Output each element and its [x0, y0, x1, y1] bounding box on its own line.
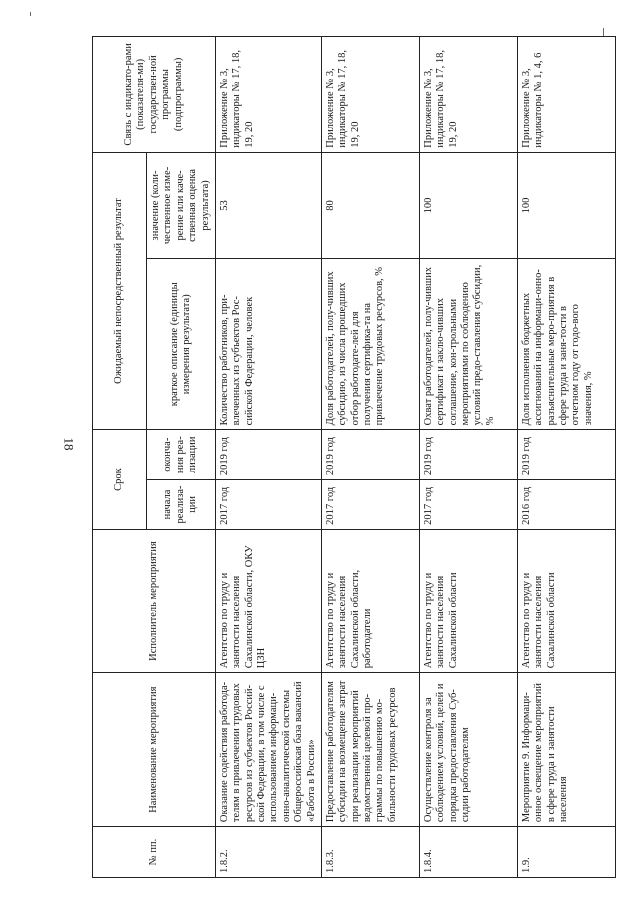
row-start: 2016 год	[517, 480, 615, 530]
row-name: Предоставление работодателям субсидии на возмещение затрат при реализации мероприятий ведомственной целевой про-граммы по повышению мо-бильности трудовых ресурсов	[321, 673, 419, 827]
row-value: 100	[517, 152, 615, 258]
row-executor: Агентство по труду и занятости населения Сахалинской области	[517, 529, 615, 672]
row-desc: Количество работников, при-влеченных из субъектов Рос-сийской Федерации, человек	[215, 259, 321, 430]
header-name: Наименование мероприятия	[93, 673, 216, 827]
row-value: 80	[321, 152, 419, 258]
row-num: 1.8.4.	[419, 827, 517, 878]
row-link: Приложение № 3, индикаторы № 17, 18, 19, 20	[419, 37, 517, 153]
row-num: 1.8.2.	[215, 827, 321, 878]
row-end: 2019 год	[419, 430, 517, 480]
page-number: 18	[61, 437, 77, 451]
scan-mark	[30, 12, 31, 16]
measures-table-wrapper	[92, 36, 605, 878]
row-executor: Агентство по труду и занятости населения Сахалинской области	[419, 529, 517, 672]
header-period: Срок	[93, 430, 147, 529]
header-period-end: оконча-ния реа-лизации	[147, 430, 216, 480]
scan-mark	[603, 28, 604, 36]
row-value: 100	[419, 152, 517, 258]
table-row	[419, 37, 517, 878]
row-desc: Охват работодателей, полу-чивших сертификат и заклю-чивших соглашение, кон-трольными мероприятиями по соблюдению условий предо-ставления субсидии, %	[419, 259, 517, 430]
table-row	[517, 37, 615, 878]
row-end: 2019 год	[215, 430, 321, 480]
header-result-value: значение (коли-чественное изме-рение или каче-ственная оценка результата)	[147, 152, 216, 258]
row-link: Приложение № 3, индикаторы № 17, 18, 19, 20	[321, 37, 419, 153]
header-result: Ожидаемый непосредственный результат	[93, 152, 147, 430]
row-start: 2017 год	[419, 480, 517, 530]
header-num: № пп.	[93, 827, 216, 878]
table-row	[321, 37, 419, 878]
row-desc: Доля исполнения бюджетных ассигнований на информаци-онно-разъяснительные меро-приятия в сфере труда и заня-тости в отчетном году от годо-вого значения, %	[517, 259, 615, 430]
row-num: 1.8.3.	[321, 827, 419, 878]
row-link: Приложение № 3, индикаторы № 17, 18, 19, 20	[215, 37, 321, 153]
header-executor: Исполнитель мероприятия	[93, 529, 216, 672]
row-num: 1.9.	[517, 827, 615, 878]
header-link: Связь с индикато-рами (показателя-ми) государствен-ной программы (подпрограммы)	[93, 37, 216, 153]
row-name: Осуществление контроля за соблюдением условий, целей и порядка предоставления Суб-сидии работодателям	[419, 673, 517, 827]
row-end: 2019 год	[517, 430, 615, 480]
row-desc: Доля работодателей, полу-чивших субсидию, из числа прошедших отбор работодате-лей для получения сертифика-та на привлечение трудовых ресурсов, %	[321, 259, 419, 430]
row-executor: Агентство по труду и занятости населения Сахалинской области, работодатели	[321, 529, 419, 672]
header-period-start: начала реализа-ции	[147, 480, 216, 530]
header-row-1	[93, 37, 147, 878]
row-executor: Агентство по труду и занятости населения Сахалинской области, ОКУ ЦЗН	[215, 529, 321, 672]
header-result-desc: краткое описание (единицы измерения результата)	[147, 259, 216, 430]
row-start: 2017 год	[215, 480, 321, 530]
row-name: Мероприятие 9. Информаци-онное освещение мероприятий в сфере труда и занятости населения	[517, 673, 615, 827]
row-start: 2017 год	[321, 480, 419, 530]
row-name: Оказание содействия работода-телям в привлечении трудовых ресурсов из субъектов Россий-ской Федерации, в том числе с использованием информаци-онно-аналитической системы Общероссийская база вакансий «Работа в России»	[215, 673, 321, 827]
row-value: 53	[215, 152, 321, 258]
measures-table	[92, 36, 616, 878]
row-end: 2019 год	[321, 430, 419, 480]
table-row	[215, 37, 321, 878]
row-link: Приложение № 3, индикаторы № 1, 4, 6	[517, 37, 615, 153]
